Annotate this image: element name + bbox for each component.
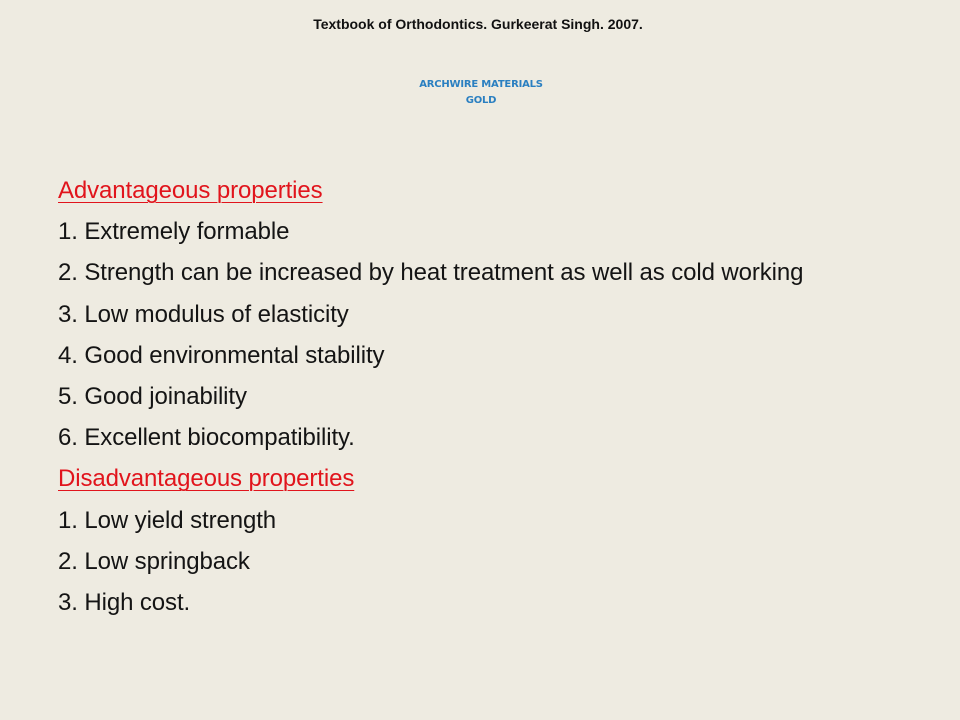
advantage-item-2: 2. Strength can be increased by heat treatment as well as cold working — [58, 259, 804, 287]
disadvantage-item-3: 3. High cost. — [58, 588, 191, 616]
slide-title-line-1: ARCHWIRE MATERIALS — [419, 79, 543, 90]
slide-title — [0, 77, 960, 109]
disadvantage-item-1: 1. Low yield strength — [58, 506, 277, 534]
advantage-item-5: 5. Good joinability — [58, 382, 247, 410]
advantages-heading: Advantageous properties — [58, 177, 323, 204]
slide-content — [58, 170, 940, 623]
advantage-item-4: 4. Good environmental stability — [58, 341, 385, 369]
citation-header: Textbook of Orthodontics. Gurkeerat Singh. 2007. — [313, 16, 643, 32]
disadvantages-heading: Disadvantageous properties — [58, 465, 355, 493]
disadvantage-item-2: 2. Low springback — [58, 547, 250, 575]
advantage-item-1: 1. Extremely formable — [58, 218, 290, 246]
advantage-item-6: 6. Excellent biocompatibility. — [58, 424, 355, 452]
advantage-item-3: 3. Low modulus of elasticity — [58, 300, 349, 328]
slide-title-line-2: GOLD — [465, 95, 497, 106]
